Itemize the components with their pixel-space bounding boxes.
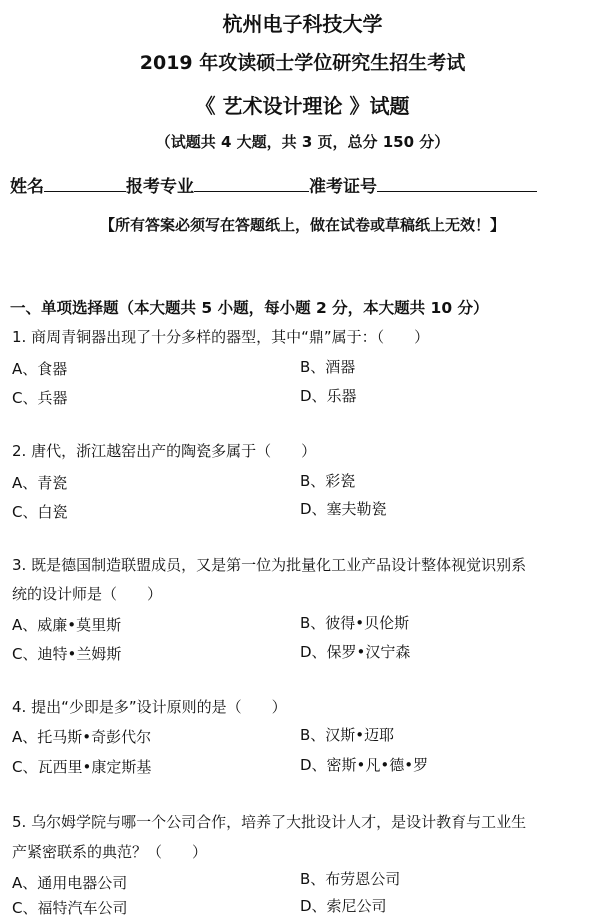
section-title: 一、单项选择题（本大题共 5 小题，每小题 2 分，本大题共 10 分）: [10, 299, 489, 317]
option-c: C、迪特•兰姆斯: [12, 645, 122, 663]
option-c: C、福特汽车公司: [12, 899, 128, 917]
name-blank: [44, 175, 126, 192]
major-blank: [194, 175, 309, 192]
exam-summary: （试题共 4 大题，共 3 页，总分 150 分）: [155, 133, 450, 151]
name-label: 姓名: [10, 177, 44, 197]
question-stem: 5. 乌尔姆学院与哪一个公司合作，培养了大批设计人才，是设计教育与工业生: [12, 813, 527, 831]
question-stem: 3. 既是德国制造联盟成员，又是第一位为批量化工业产品设计整体视觉识别系: [12, 556, 527, 574]
question-stem: 4. 提出“少即是多”设计原则的是（ ）: [12, 698, 287, 716]
option-a: A、通用电器公司: [12, 874, 128, 892]
option-a: A、食器: [12, 360, 68, 378]
option-c: C、瓦西里•康定斯基: [12, 758, 152, 776]
question-stem-continued: 统的设计师是（ ）: [12, 585, 163, 603]
option-c: C、白瓷: [12, 503, 68, 521]
option-a: A、托马斯•奇彭代尔: [12, 728, 152, 746]
option-b: B、汉斯•迈耶: [300, 726, 395, 744]
option-d: D、乐器: [300, 387, 357, 405]
option-d: D、塞夫勒瓷: [300, 500, 387, 518]
option-b: B、彼得•贝伦斯: [300, 614, 410, 632]
answer-notice: 【所有答案必须写在答题纸上，做在试卷或草稿纸上无效！】: [99, 216, 505, 234]
option-c: C、兵器: [12, 389, 68, 407]
option-d: D、密斯•凡•德•罗: [300, 756, 429, 774]
subject-title: 《 艺术设计理论 》试题: [195, 94, 410, 118]
id-blank: [377, 175, 537, 192]
option-b: B、布劳恩公司: [300, 870, 401, 888]
question-stem: 1. 商周青铜器出现了十分多样的器型，其中“鼎”属于：（ ）: [12, 328, 430, 346]
candidate-info-line: [10, 172, 537, 197]
major-label: 报考专业: [126, 177, 194, 197]
option-d: D、保罗•汉宁森: [300, 643, 411, 661]
university-title: 杭州电子科技大学: [222, 12, 383, 36]
option-d: D、索尼公司: [300, 897, 387, 915]
option-b: B、彩瓷: [300, 472, 356, 490]
question-stem: 2. 唐代，浙江越窑出产的陶瓷多属于（ ）: [12, 442, 317, 460]
id-label: 准考证号: [309, 177, 377, 197]
question-stem-continued: 产紧密联系的典范？（ ）: [12, 843, 208, 861]
option-b: B、酒器: [300, 358, 356, 376]
exam-title: 2019 年攻读硕士学位研究生招生考试: [139, 52, 466, 74]
option-a: A、青瓷: [12, 474, 68, 492]
option-a: A、威廉•莫里斯: [12, 616, 122, 634]
